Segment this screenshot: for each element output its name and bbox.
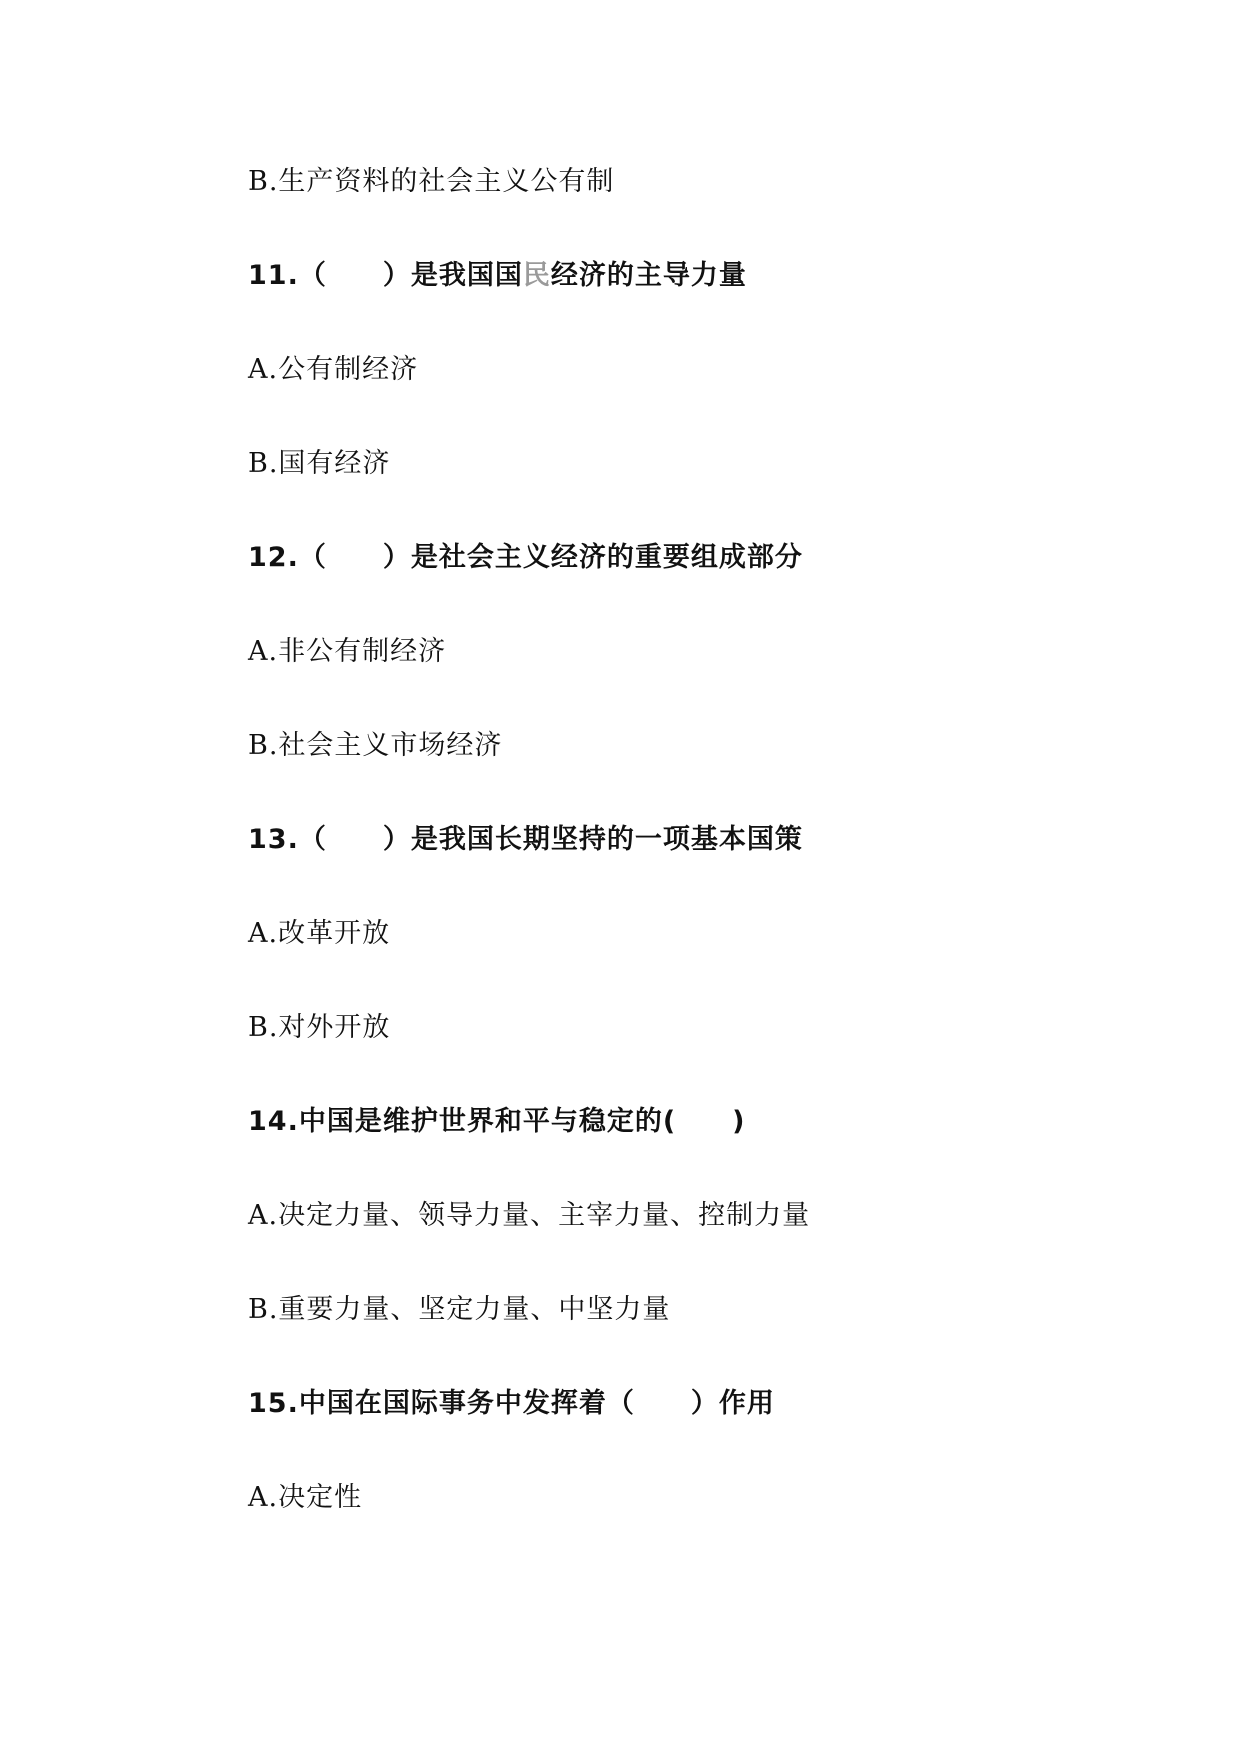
question-11-text-after: 经济的主导力量: [550, 260, 747, 291]
question-13: 13.（ ）是我国长期坚持的一项基本国策: [248, 824, 803, 855]
question-12: 12.（ ）是社会主义经济的重要组成部分: [248, 542, 803, 573]
option-13-a: A.改革开放: [248, 918, 391, 949]
option-14-b: B.重要力量、坚定力量、中坚力量: [248, 1294, 671, 1325]
option-12-a: A.非公有制经济: [248, 636, 447, 667]
option-11-b: B.国有经济: [248, 448, 391, 479]
option-11-a: A.公有制经济: [248, 354, 419, 385]
option-12-b: B.社会主义市场经济: [248, 730, 503, 761]
question-11: [248, 258, 747, 294]
question-14: 14.中国是维护世界和平与稳定的( ): [248, 1106, 746, 1137]
option-13-b: B.对外开放: [248, 1012, 391, 1043]
question-15: 15.中国在国际事务中发挥着（ ）作用: [248, 1388, 775, 1419]
question-11-text-before: 11.（ ）是我国国: [248, 260, 523, 291]
option-10-b: B.生产资料的社会主义公有制: [248, 166, 615, 197]
option-14-a: A.决定力量、领导力量、主宰力量、控制力量: [248, 1200, 811, 1231]
question-11-text-faded: 民: [522, 260, 551, 291]
option-15-a: A.决定性: [248, 1482, 363, 1513]
